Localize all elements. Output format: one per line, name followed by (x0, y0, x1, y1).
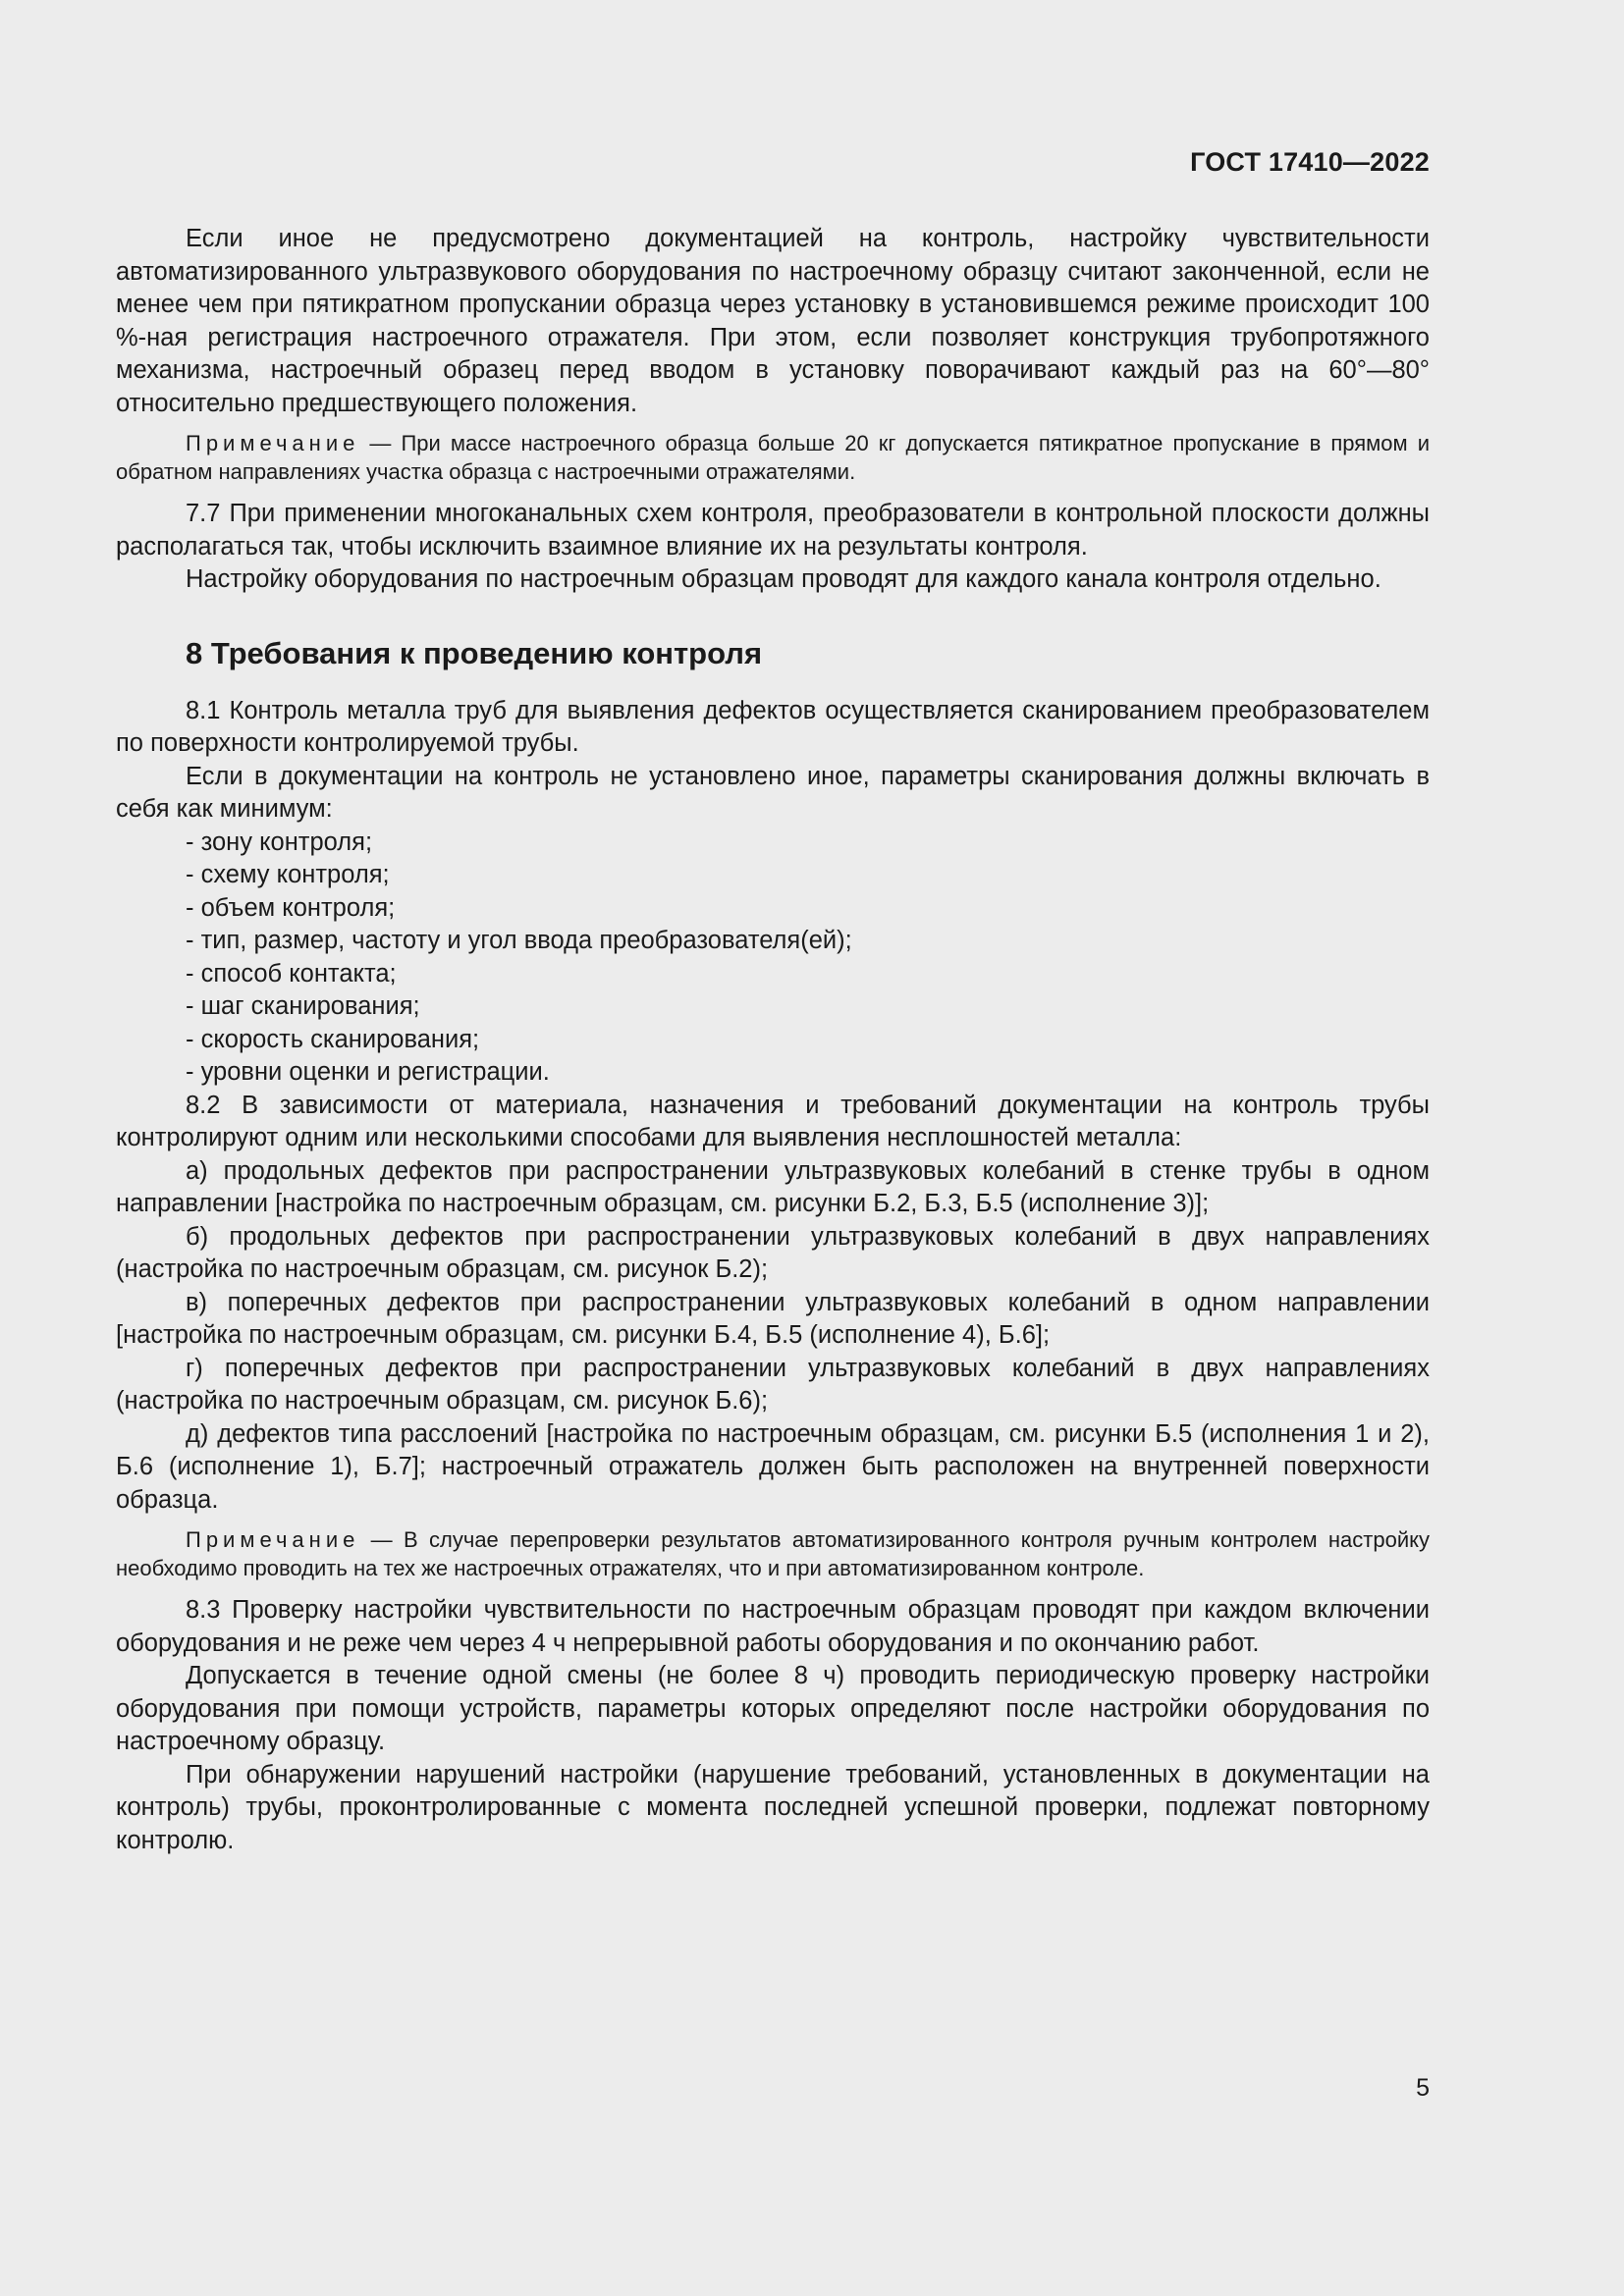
paragraph-recontrol: При обнаружении нарушений настройки (нарушение требований, установленных в документации на контроль) трубы, проконтролированные с момента последней успешной проверки, подлежат повторному контролю. (116, 1760, 1430, 1854)
list-item: - тип, размер, частоту и угол ввода преобразователя(ей); (186, 927, 852, 954)
page-body (116, 223, 1430, 1857)
paragraph-8-2-d: д) дефектов типа расслоений [настройка по настроечным образцам, см. рисунки Б.5 (исполнения 1 и 2), Б.6 (исполнение 1), Б.7]; настроечный отражатель должен быть расположен на внутренней поверхности образца. (116, 1419, 1430, 1514)
note-label: Примечание (186, 431, 360, 455)
note-sample-mass: Примечание — При массе настроечного образца больше 20 кг допускается пятикратное пропускание в прямом и обратном направлениях участка образца с настроечными отражателями. (116, 431, 1430, 484)
paragraph-periodic-check: Допускается в течение одной смены (не более 8 ч) проводить периодическую проверку настройки оборудования при помощи устройств, параметры которых определяют после настройки оборудования по настроечному образцу. (116, 1662, 1430, 1755)
list-item: - способ контакта; (186, 959, 397, 988)
paragraph-8-2-v: в) поперечных дефектов при распространении ультразвуковых колебаний в одном направлении [настройка по настроечным образцам, см. рисунки Б.4, Б.5 (исполнение 4), Б.6]; (116, 1288, 1430, 1349)
paragraph-8-2-b: б) продольных дефектов при распространении ультразвуковых колебаний в двух направлениях (настройка по настроечным образцам, см. рисунок Б.2); (116, 1222, 1430, 1283)
paragraph-8-1: 8.1 Контроль металла труб для выявления дефектов осуществляется сканированием преобразователем по поверхности контролируемой трубы. (116, 696, 1430, 757)
note-text: При массе настроечного образца больше 20 кг допускается пятикратное пропускание в прямом и обратном направлениях участка образца с настроечными отражателями. (116, 431, 1430, 484)
list-item: - уровни оценки и регистрации. (186, 1058, 550, 1086)
note-manual-recheck: Примечание — В случае перепроверки результатов автоматизированного контроля ручным контролем настройку необходимо проводить на тех же настроечных отражателях, что и при автоматизированном контроле. (116, 1527, 1430, 1580)
paragraph-8-2-g: г) поперечных дефектов при распространении ультразвуковых колебаний в двух направлениях (настройка по настроечным образцам, см. рисунок Б.6); (116, 1354, 1430, 1415)
scan-params-list (116, 827, 1430, 1090)
section-8-heading: 8 Требования к проведению контроля (186, 635, 763, 670)
paragraph-channel-setup: Настройку оборудования по настроечным образцам проводят для каждого канала контроля отдельно. (186, 565, 1381, 593)
paragraph-sensitivity-setup: Если иное не предусмотрено документацией на контроль, настройку чувствительности автоматизированного ультразвукового оборудования по настроечному образцу считают законченной, если не менее чем при пятикратном пропускании образца через установку в установившемся режиме происходит 100 %-ная регистрация настроечного отражателя. При этом, если позволяет конструкция трубопротяжного механизма, настроечный образец перед вводом в установку поворачивают каждый раз на 60°—80° относительно предшествующего положения. (116, 225, 1430, 417)
list-item: - шаг сканирования; (186, 992, 420, 1020)
list-item: - схему контроля; (186, 861, 390, 888)
page-number: 5 (1416, 2074, 1430, 2102)
list-item: - зону контроля; (186, 828, 373, 856)
paragraph-8-2: 8.2 В зависимости от материала, назначения и требований документации на контроль трубы контролируют одним или несколькими способами для выявления несплошностей металла: (116, 1091, 1430, 1151)
list-item: - скорость сканирования; (186, 1025, 480, 1053)
paragraph-7-7: 7.7 При применении многоканальных схем контроля, преобразователи в контрольной плоскости должны располагаться так, чтобы исключить взаимное влияние их на результаты контроля. (116, 500, 1430, 561)
document-header-id: ГОСТ 17410—2022 (1190, 147, 1430, 177)
list-item: - объем контроля; (186, 893, 396, 922)
note-label: Примечание (186, 1527, 360, 1552)
paragraph-8-2-a: а) продольных дефектов при распространении ультразвуковых колебаний в стенке трубы в одном направлении [настройка по настроечным образцам, см. рисунки Б.2, Б.3, Б.5 (исполнение 3)]; (116, 1156, 1430, 1217)
note-text: В случае перепроверки результатов автоматизированного контроля ручным контролем настройку необходимо проводить на тех же настроечных отражателях, что и при автоматизированном контроле. (116, 1527, 1430, 1580)
paragraph-8-3: 8.3 Проверку настройки чувствительности по настроечным образцам проводят при каждом включении оборудования и не реже чем через 4 ч непрерывной работы оборудования и по окончанию работ. (116, 1596, 1430, 1657)
paragraph-scan-params: Если в документации на контроль не установлено иное, параметры сканирования должны включать в себя как минимум: (116, 762, 1430, 823)
